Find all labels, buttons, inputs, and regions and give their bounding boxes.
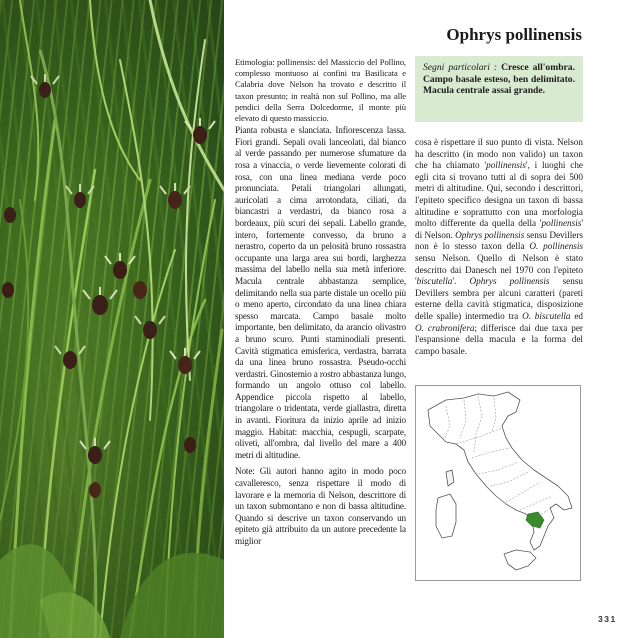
particular-signs-box [415,56,583,122]
particular-signs-label: Segni particolari : [423,62,498,73]
distribution-map [415,385,581,581]
species-title: Ophrys pollinensis [446,25,582,44]
description-paragraph: Pianta robusta e slanciata. Infiorescenza lassa. Fiori grandi. Sepali ovali lanceolati, dal bianco al verde passando per numerose sfumature da rosa a vinaccia, o verde lievemente colorati di rosa, con una linea mediana verde poco pronunciata. Petali triangolari allungati, auricolati a cima arrotondata, ciliati, da biancastri a verdastri, da bianco rosa a bordeaux, più scuri dei sepali. Labello grande, intero, fortemente convesso, da bruno a nerastro, coperto da un pelosità bruno rossastra occupante una larga area sui bordi, larghezza massima del labello nella sua metà inferiore. Macula centrale abbastanza semplice, delimitando nella sua parte distale un ocello più o meno aperto, circondato da una linea chiara spesso marcata. Campo basale molto importante, ben delimitato, da arancio olivastro a bruno scuro. Punti staminodiali presenti. Cavità stigmatica emisferica, verdastra, barrata da una linea bruno rossastra. Pseudo-occhi verdastri. Ginostemio a rostro abbastanza lungo, formando un angolo ottuso col labello. Appendice piccola rispetto al labello, triangolare o tridentata, verde giallastra, diretta in avanti. Fioritura da inizio aprile ad inizio maggio. Habitat: macchia, cespugli, scarpate, oliveti, all'ombra, dal livello del mare a 400 metri di altitudine. [235,125,406,460]
notes-paragraph: Note: Gli autori hanno agito in modo poco cavalleresco, senza rispettare il modo di lavorare e la memoria di Nelson, descrittore di un taxon submontano e non di bassa altitudine. Quando si descrive un taxon conservando un epiteto già attribuito da un autore precedente la miglior [235,466,406,546]
particular-signs-text: Cresce all'ombra. Campo basale esteso, ben delimitato. Macula centrale assai grande. [423,62,575,97]
text-column-left [235,57,406,548]
page-number: 331 [598,614,617,624]
notes-continuation-paragraph: cosa è rispettare il suo punto di vista. Nelson ha descritto (in modo non valido) un taxon che ha chiamato 'pollinensis', i luoghi che egli cita si trovano tutti al di sopra dei 500 metri di altitudine. Qui, secondo i descrittori, l'epiteto specifico designa un taxon di bassa altitudine e soprattutto con una morfologia molto differente da quella della 'pollinensis' di Nelson. Ophrys pollinensis sensu Devillers non è lo stesso taxon della O. pollinensis sensu Nelson. Quello di Nelson è stato descritto dai Danesch nel 1970 con l'epiteto 'biscutella'. Ophrys pollinensis sensu Devillers sembra per alcuni caratteri (pareti esterne della cavità stigmatica, disposizione delle spalle) intermedio tra O. biscutella ed O. crabronifera; differisce dai due taxa per l'espansione della macula e la forma del campo basale. [415,137,584,356]
orchid-photo [0,0,224,638]
etymology-paragraph: Etimologia: pollinensis: del Massiccio del Pollino, complesso montuoso ai confini tra Basilicata e Calabria dove Nelson ha trovato e descritto il taxon presunto; in realtà non sul Pollino, ma alle pendici della Serra Dolcedorme, il monte più elevato di questo massiccio. [235,57,406,124]
text-column-right [415,137,583,357]
